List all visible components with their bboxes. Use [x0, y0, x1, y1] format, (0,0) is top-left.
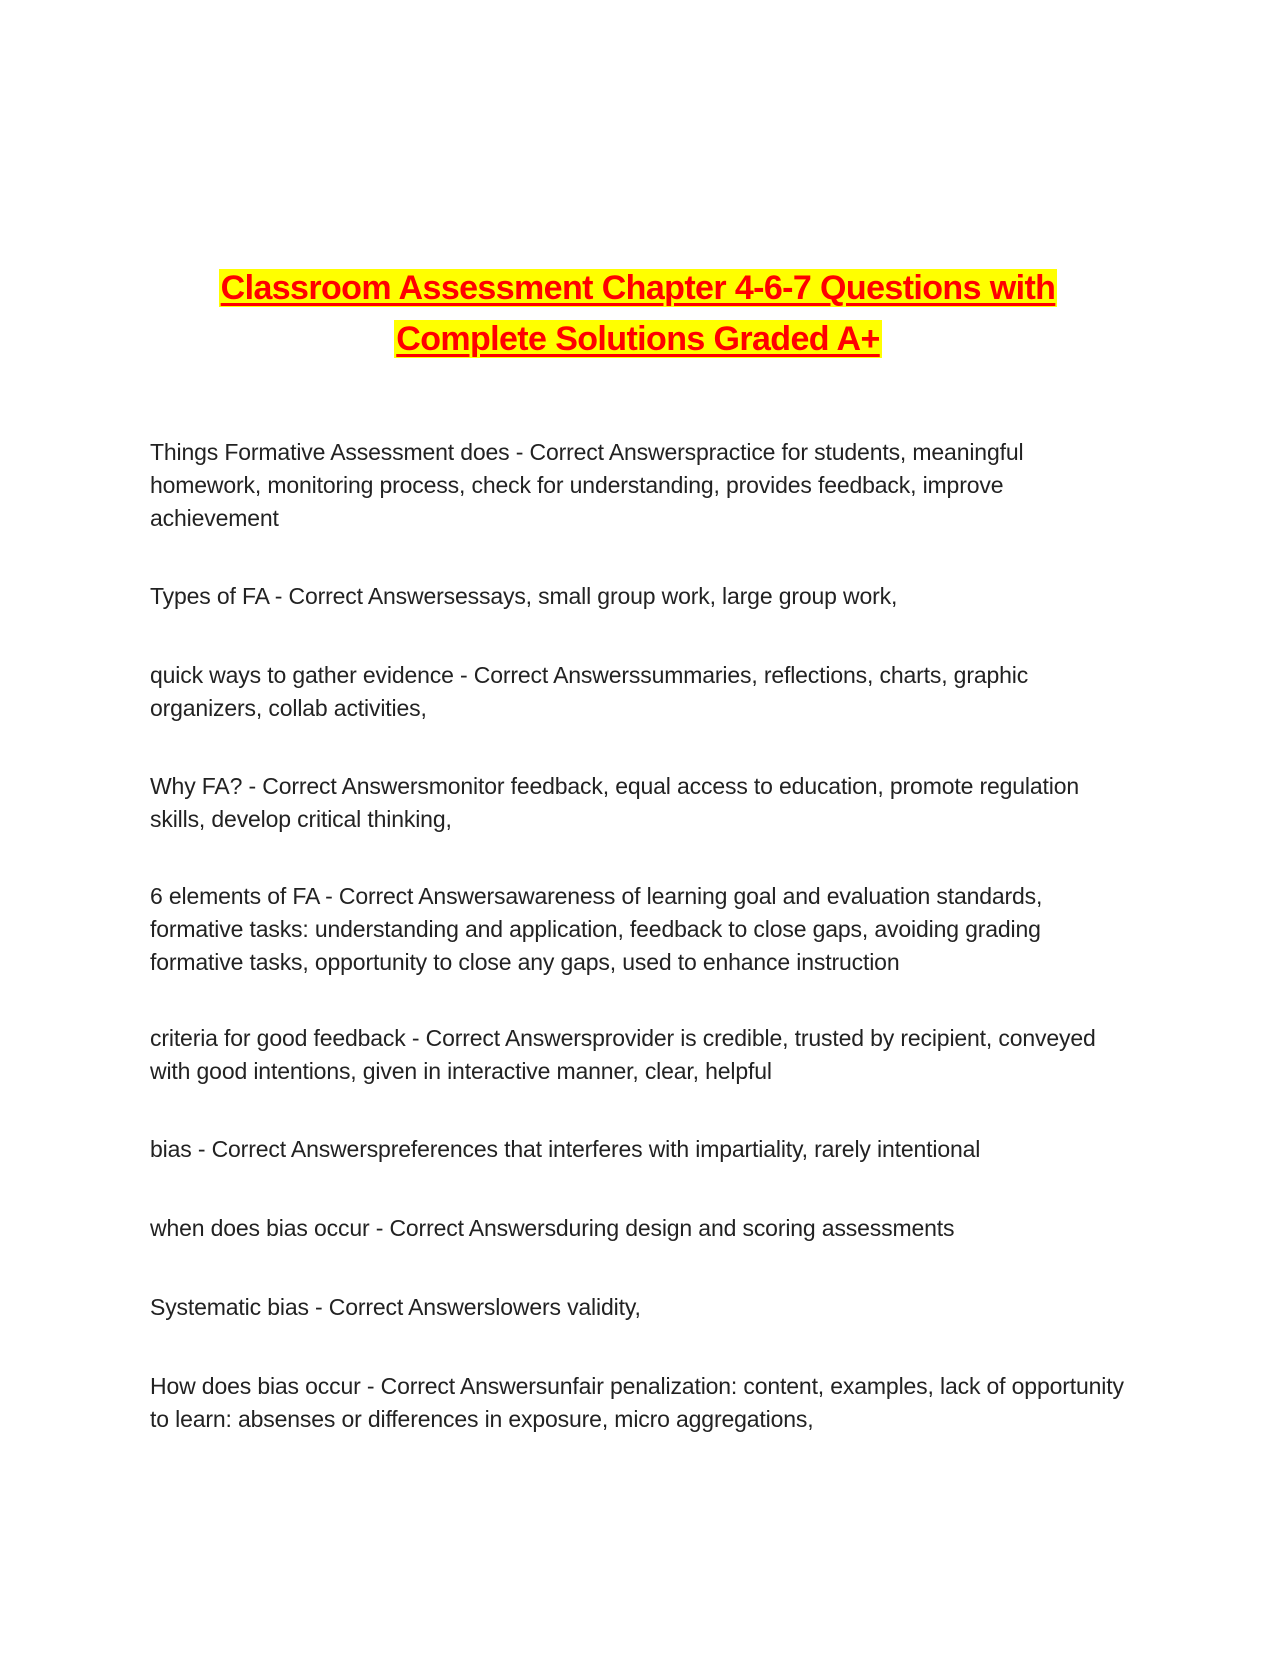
qa-entry: bias - Correct Answerspreferences that interferes with impartiality, rarely intentional	[150, 1136, 981, 1162]
qa-entry: when does bias occur - Correct Answersduring design and scoring assessments	[150, 1215, 955, 1241]
title-line-2: Complete Solutions Graded A+	[396, 320, 880, 358]
qa-entry: How does bias occur - Correct Answersunfair penalization: content, examples, lack of opportunity to learn: absenses or differences in exposure, micro aggregations,	[150, 1373, 1124, 1432]
qa-entry: Systematic bias - Correct Answerslowers validity,	[150, 1294, 641, 1320]
qa-entry: criteria for good feedback - Correct Answersprovider is credible, trusted by recipient, conveyed with good intentions, given in interactive manner, clear, helpful	[150, 1025, 1096, 1084]
qa-entry: Things Formative Assessment does - Correct Answerspractice for students, meaningful homework, monitoring process, check for understanding, provides feedback, improve achievement	[150, 439, 1024, 531]
qa-entry: Why FA? - Correct Answersmonitor feedback, equal access to education, promote regulation skills, develop critical thinking,	[150, 773, 1079, 832]
title-line-1: Classroom Assessment Chapter 4-6-7 Questions with	[220, 269, 1056, 307]
qa-entry: quick ways to gather evidence - Correct Answerssummaries, reflections, charts, graphic organizers, collab activities,	[150, 662, 1029, 721]
qa-entry: 6 elements of FA - Correct Answersawareness of learning goal and evaluation standards, formative tasks: understanding and application, feedback to close gaps, avoiding grading formative tasks, opportunity to close any gaps, used to enhance instruction	[150, 883, 1043, 975]
qa-entry: Types of FA - Correct Answersessays, small group work, large group work,	[150, 583, 898, 609]
document-title	[150, 262, 1126, 364]
